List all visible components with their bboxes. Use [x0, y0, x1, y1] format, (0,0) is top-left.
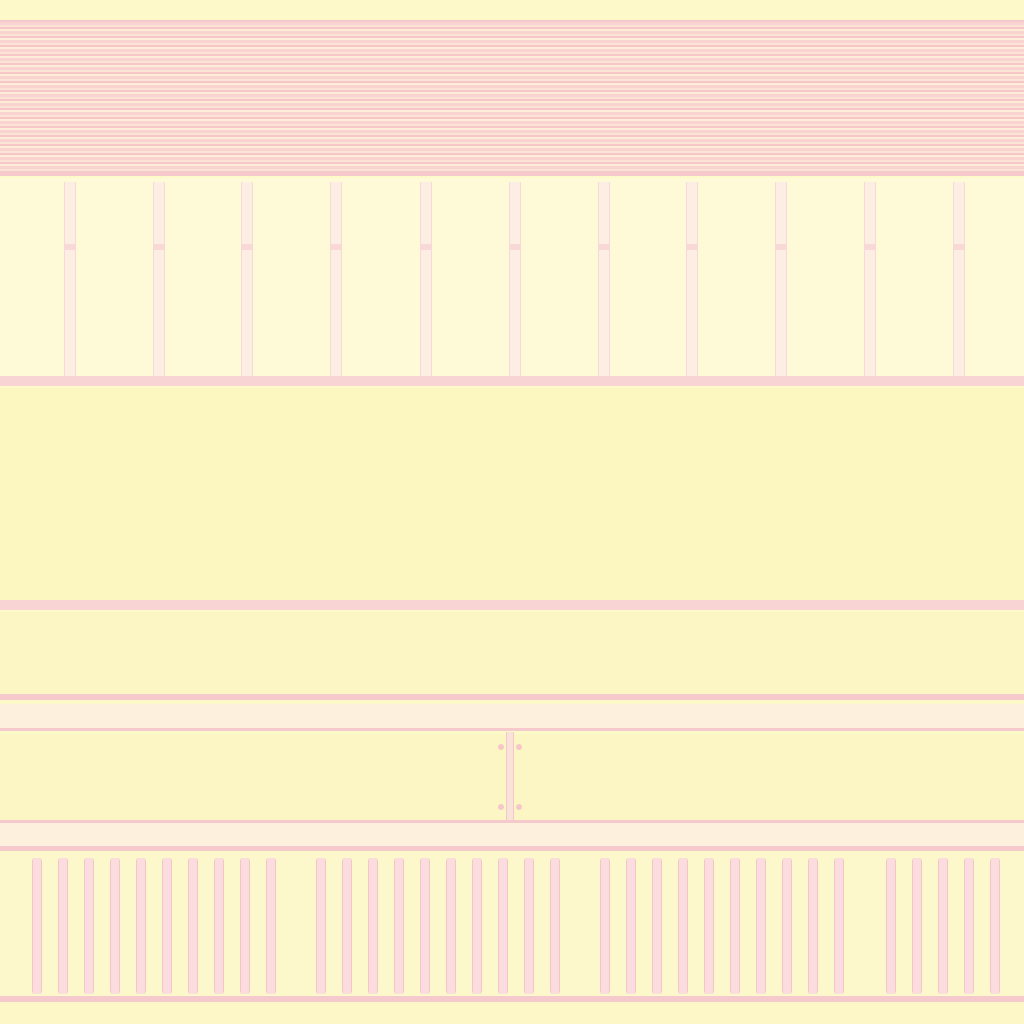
stripe-bottom-rule [0, 172, 1024, 176]
post-notch [421, 244, 431, 250]
slat [550, 858, 560, 994]
plain-low-panel [0, 612, 1024, 696]
slat [472, 858, 482, 994]
panel-divider [506, 732, 514, 822]
right-door-panel [514, 734, 1024, 822]
panel-post [64, 182, 76, 378]
post-notch [65, 244, 75, 250]
rivet-icon [498, 744, 504, 750]
bottom-edge [0, 1002, 1024, 1024]
slat [834, 858, 844, 994]
slat [214, 858, 224, 994]
panel-post [775, 182, 787, 378]
slat [808, 858, 818, 994]
slat-section [0, 852, 1024, 998]
low-bottom-rule [0, 694, 1024, 700]
slat [498, 858, 508, 994]
slat [266, 858, 276, 994]
panel-post [509, 182, 521, 378]
cream-rail-upper [0, 704, 1024, 730]
slat [938, 858, 948, 994]
slat [626, 858, 636, 994]
panel-post [330, 182, 342, 378]
slat [990, 858, 1000, 994]
slat [316, 858, 326, 994]
slat [58, 858, 68, 994]
slat [420, 858, 430, 994]
post-notch [510, 244, 520, 250]
slat [704, 858, 714, 994]
panel-post [241, 182, 253, 378]
slat [84, 858, 94, 994]
striped-header-band [0, 22, 1024, 174]
post-row-bottom-rule [0, 376, 1024, 386]
rivet-icon [498, 804, 504, 810]
panel-post [953, 182, 965, 378]
slat [136, 858, 146, 994]
slat [32, 858, 42, 994]
slat [678, 858, 688, 994]
panel-post [598, 182, 610, 378]
slat [368, 858, 378, 994]
post-notch [331, 244, 341, 250]
slat [188, 858, 198, 994]
post-notch [776, 244, 786, 250]
rail-rule-lower-bottom [0, 846, 1024, 851]
post-notch [687, 244, 697, 250]
post-notch [865, 244, 875, 250]
post-notch [954, 244, 964, 250]
slat [756, 858, 766, 994]
plain-mid-panel [0, 388, 1024, 602]
slat [162, 858, 172, 994]
slat [964, 858, 974, 994]
slat [912, 858, 922, 994]
panel-post [686, 182, 698, 378]
panel-post [153, 182, 165, 378]
post-notch [242, 244, 252, 250]
slat [524, 858, 534, 994]
slat [110, 858, 120, 994]
rivet-icon [516, 744, 522, 750]
post-notch [154, 244, 164, 250]
slat [782, 858, 792, 994]
panel-post [864, 182, 876, 378]
top-edge [0, 0, 1024, 22]
slat [886, 858, 896, 994]
slat [446, 858, 456, 994]
left-door-panel [0, 734, 506, 822]
mid-bottom-rule [0, 600, 1024, 610]
panel-post [420, 182, 432, 378]
slat [394, 858, 404, 994]
post-notch [599, 244, 609, 250]
slat [652, 858, 662, 994]
slat [600, 858, 610, 994]
slat [342, 858, 352, 994]
rivet-icon [516, 804, 522, 810]
slat [240, 858, 250, 994]
cream-rail-lower [0, 823, 1024, 847]
slat [730, 858, 740, 994]
rail-rule-upper [0, 728, 1024, 731]
